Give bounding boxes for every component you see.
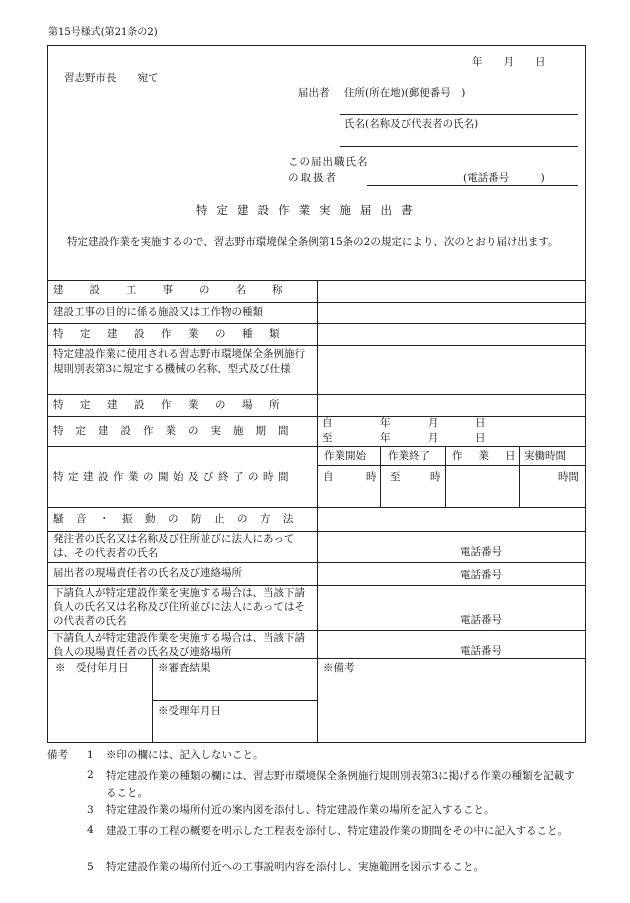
- orderer-label: 発注者の氏名又は名称及び住所並びに法人にあっては、その代表者の氏名: [53, 533, 295, 559]
- name-underline[interactable]: [340, 146, 578, 147]
- work-place-field[interactable]: [318, 395, 585, 415]
- hours-start-header: 作業開始: [324, 450, 366, 462]
- period-to-year: 年: [380, 432, 391, 444]
- row-line: [317, 465, 586, 466]
- note-number: 3: [87, 804, 94, 816]
- construction-name-field[interactable]: [318, 281, 585, 301]
- handler-label-1: この届出職氏名: [288, 156, 369, 168]
- period-to-day: 日: [475, 432, 486, 444]
- machinery-field[interactable]: [318, 346, 585, 393]
- note-number: 4: [87, 824, 94, 836]
- construction-name-label: [53, 285, 310, 296]
- prevention-label: 騒音・振動の防止の方法: [53, 513, 306, 525]
- column-line: [380, 446, 381, 507]
- hours-actual-header: 実働時間: [524, 450, 566, 462]
- document-title: 特定建設作業実施届出書: [196, 203, 422, 217]
- work-type-field[interactable]: [318, 324, 585, 344]
- column-line: [445, 446, 446, 507]
- note-text: 建設工事の工程の概要を明示した工程表を添付し、特定建設作業の期間をその中に記入すること。: [106, 825, 568, 837]
- address-label: 住所(所在地)(郵便番号 ): [344, 87, 466, 99]
- review-result-label: ※審査結果: [158, 662, 211, 674]
- start-from-label: 自: [323, 471, 334, 483]
- note-number: 2: [87, 769, 94, 781]
- end-to-label: 至: [390, 471, 401, 483]
- period-from-day: 日: [475, 417, 486, 429]
- handler-label-2: の取扱者: [288, 172, 338, 184]
- prevention-field[interactable]: [318, 508, 585, 530]
- work-days-header: 作業日: [452, 450, 532, 462]
- remarks-label: ※備考: [323, 662, 355, 674]
- period-from: 自: [322, 417, 333, 429]
- period-from-month: 月: [428, 417, 439, 429]
- orderer-phone-label: 電話番号: [460, 546, 502, 558]
- addressee: 習志野市長 宛て: [64, 72, 159, 84]
- subcontractor-phone-label: 電話番号: [460, 614, 502, 626]
- period-from-year: 年: [380, 417, 391, 429]
- work-period-label: 特定建設作業の実施期間: [53, 425, 301, 437]
- subcontractor-manager-label: 下請負人が特定建設作業を実施する場合は、当該下請負人の現場責任者の氏名及び連絡場所: [53, 632, 305, 658]
- note-text: 特定建設作業の種類の欄には、習志野市環境保全条例施行規則別表第3に掲げる作業の種類を記載すること。: [106, 770, 575, 799]
- handler-phone-label: (電話番号 ): [463, 172, 545, 184]
- end-hour-label: 時: [430, 471, 441, 483]
- note-text: ※印の欄には、記入しないこと。: [106, 749, 264, 761]
- subcontractor-manager-phone-label: 電話番号: [460, 645, 502, 657]
- name-label: 氏名(名称及び代表者の氏名): [344, 118, 479, 130]
- work-type-label: 特定建設作業の種類: [53, 328, 296, 340]
- site-manager-label: 届出者の現場責任者の氏名及び連絡場所: [53, 567, 242, 579]
- row-line: [152, 700, 317, 701]
- site-manager-phone-label: 電話番号: [460, 569, 502, 581]
- applicant-label: 届出者: [298, 87, 330, 99]
- form-number: 第15号様式(第21条の2): [48, 27, 158, 38]
- note-text: 特定建設作業の場所付近への工事説明内容を添付し、実施範囲を図示すること。: [106, 861, 484, 873]
- notes-label: 備考: [47, 749, 68, 761]
- address-underline[interactable]: [340, 114, 578, 115]
- facility-type-label: 建設工事の目的に係る施設又は工作物の種類: [53, 306, 263, 318]
- hours-end-header: 作業終了: [388, 450, 430, 462]
- work-hours-label: 特定建設作業の開始及び終了の時間: [53, 471, 293, 483]
- intro-text: 特定建設作業を実施するので、習志野市環境保全条例第15条の2の規定により、次のとおり届け出ます。: [67, 236, 559, 248]
- note-number: 1: [87, 749, 94, 761]
- start-hour-label: 時: [366, 471, 377, 483]
- accepted-date-label: ※受理年月日: [158, 705, 221, 717]
- label-text: 建設工事の名称: [53, 284, 309, 296]
- facility-type-field[interactable]: [318, 303, 585, 322]
- machinery-label: 特定建設作業に使用される習志野市環境保全条例施行規則別表第3に規定する機械の名称、型式及び仕様: [53, 348, 305, 375]
- date-field[interactable]: 年 月 日: [472, 56, 546, 68]
- work-place-label: 特定建設作業の場所: [53, 399, 296, 411]
- subcontractor-label: 下請負人が特定建設作業を実施する場合は、当該下請負人の氏名又は名称及び住所並びに法人にあってはその代表者の氏名: [53, 587, 305, 627]
- received-date-label: ※ 受付年月日: [55, 662, 129, 674]
- actual-hours-label: 時間: [558, 471, 579, 483]
- period-to-month: 月: [428, 432, 439, 444]
- note-number: 5: [87, 861, 94, 873]
- period-to: 至: [322, 432, 333, 444]
- note-text: 特定建設作業の場所付近の案内図を添付し、特定建設作業の場所を記入すること。: [106, 804, 495, 816]
- handler-underline[interactable]: [367, 185, 578, 186]
- column-line: [152, 658, 153, 743]
